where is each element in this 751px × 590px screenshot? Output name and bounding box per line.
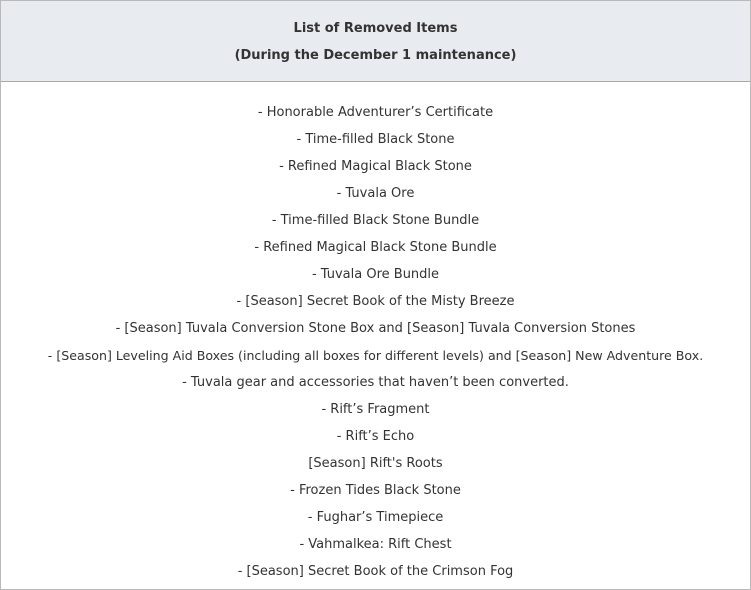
list-item: - Vahmalkea: Rift Chest (299, 537, 452, 552)
list-item: - Tuvala gear and accessories that haven’t been converted. (182, 375, 569, 390)
list-item: - Rift’s Fragment (321, 402, 430, 417)
list-item: - [Season] Leveling Aid Boxes (including all boxes for different levels) and [Season] New Adventure Box. (47, 348, 704, 363)
list-item: - Refined Magical Black Stone Bundle (254, 240, 497, 255)
table-header (1, 1, 750, 82)
list-item: - Time-filled Black Stone (296, 132, 455, 147)
list-item: - Frozen Tides Black Stone (290, 483, 461, 498)
list-item: - Honorable Adventurer’s Certificate (257, 105, 494, 120)
list-item: - [Season] Tuvala Conversion Stone Box and [Season] Tuvala Conversion Stones (115, 321, 636, 336)
list-item: - [Season] Secret Book of the Misty Breeze (236, 294, 515, 309)
list-item: - [Season] Secret Book of the Crimson Fog (237, 564, 514, 579)
table-body (1, 82, 750, 585)
list-item: - Tuvala Ore Bundle (311, 267, 440, 282)
list-item: - Time-filled Black Stone Bundle (271, 213, 480, 228)
table-subtitle: (During the December 1 maintenance) (234, 48, 517, 63)
list-item: - Rift’s Echo (336, 429, 415, 444)
list-item: - Tuvala Ore (336, 186, 415, 201)
list-item: [Season] Rift's Roots (308, 456, 443, 471)
list-item: - Fughar’s Timepiece (307, 510, 444, 525)
list-item: - Refined Magical Black Stone (279, 159, 472, 174)
table-title: List of Removed Items (293, 21, 458, 36)
